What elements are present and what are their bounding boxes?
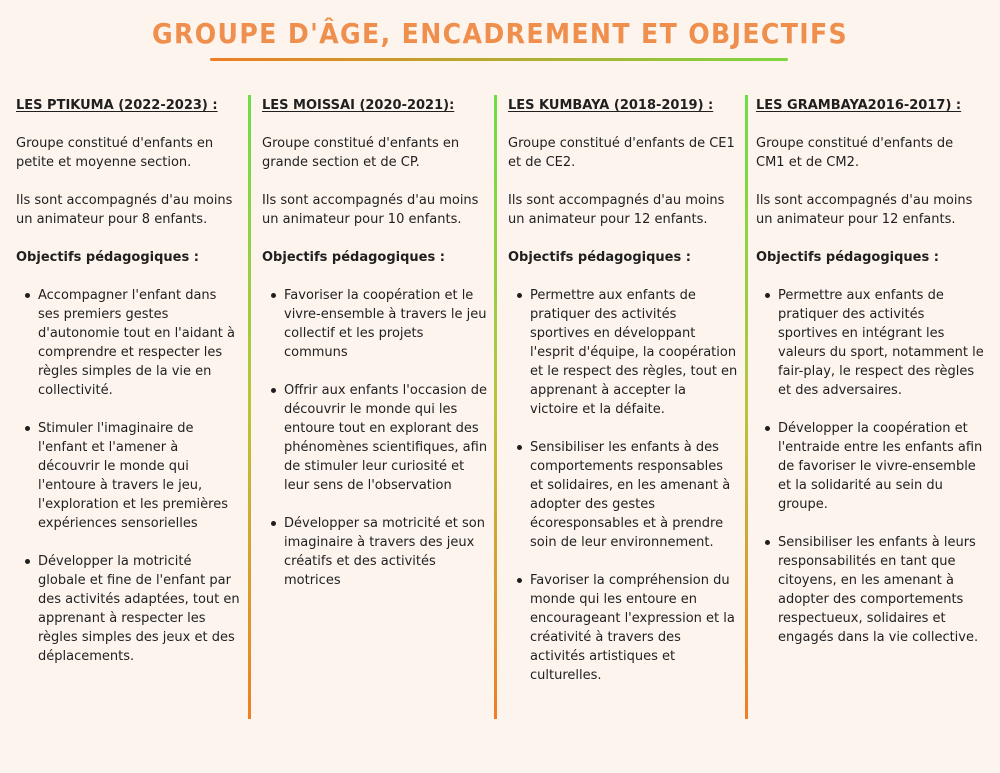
ratio-description: Ils sont accompagnés d'au moins un animateur pour 12 enfants.: [508, 193, 725, 227]
objective-item: Développer la coopération et l'entraide entre les enfants afin de favoriser le vivre-ensemble et la solidarité au sein du groupe.: [756, 419, 984, 514]
objectives-list: [756, 286, 984, 647]
objective-item: Permettre aux enfants de pratiquer des activités sportives en développant l'esprit d'équipe, la coopération et le respect des règles, tout en apprenant à accepter la victoire et la défaite.: [508, 286, 738, 419]
objectives-heading: Objectifs pédagogiques :: [262, 250, 445, 265]
objectives-heading: Objectifs pédagogiques :: [16, 250, 199, 265]
group-description: Groupe constitué d'enfants en petite et moyenne section.: [16, 136, 214, 170]
page-title: GROUPE D'ÂGE, ENCADREMENT ET OBJECTIFS: [151, 17, 849, 50]
objective-item: Développer la motricité globale et fine de l'enfant par des activités adaptées, tout en apprenant à respecter les règles simples des jeux et des déplacements.: [16, 552, 240, 666]
objective-item: Offrir aux enfants l'occasion de découvrir le monde qui les entoure tout en explorant des phénomènes scientifiques, afin de stimuler leur curiosité et leur sens de l'observation: [262, 381, 488, 495]
column-moissai: [262, 96, 488, 609]
column-title: LES KUMBAYA (2018-2019) :: [508, 98, 714, 113]
column-divider: [745, 95, 748, 719]
group-description: Groupe constitué d'enfants de CE1 et de CE2.: [508, 136, 735, 170]
objectives-list: [508, 286, 738, 685]
objective-item: Accompagner l'enfant dans ses premiers gestes d'autonomie tout en l'aidant à comprendre et respecter les règles simples de la vie en collectivité.: [16, 286, 240, 400]
title-underline: [210, 58, 788, 61]
objective-item: Stimuler l'imaginaire de l'enfant et l'amener à découvrir le monde qui l'entoure à travers le jeu, l'exploration et les premières expériences sensorielles: [16, 419, 240, 533]
group-description: Groupe constitué d'enfants de CM1 et de CM2.: [756, 136, 954, 170]
column-divider: [248, 95, 251, 719]
objective-item: Sensibiliser les enfants à leurs responsabilités en tant que citoyens, en les amenant à adopter des comportements respectueux, solidaires et engagés dans la vie collective.: [756, 533, 984, 647]
objective-item: Sensibiliser les enfants à des comportements responsables et solidaires, en les amenant à adopter des gestes écoresponsables et à prendre soin de leur environnement.: [508, 438, 738, 552]
objectives-heading: Objectifs pédagogiques :: [508, 250, 691, 265]
ratio-description: Ils sont accompagnés d'au moins un animateur pour 8 enfants.: [16, 193, 233, 227]
column-title: LES MOISSAI (2020-2021):: [262, 98, 455, 113]
objectives-heading: Objectifs pédagogiques :: [756, 250, 939, 265]
column-kumbaya: [508, 96, 738, 704]
objectives-list: [16, 286, 240, 666]
objectives-list: [262, 286, 488, 590]
objective-item: Développer sa motricité et son imaginaire à travers des jeux créatifs et des activités motrices: [262, 514, 488, 590]
objective-item: Favoriser la coopération et le vivre-ensemble à travers le jeu collectif et les projets communs: [262, 286, 488, 362]
column-grambaya: [756, 96, 984, 666]
column-ptikuma: [16, 96, 240, 685]
group-description: Groupe constitué d'enfants en grande section et de CP.: [262, 136, 460, 170]
column-title: LES GRAMBAYA2016-2017) :: [756, 98, 962, 113]
column-divider: [494, 95, 497, 719]
objective-item: Favoriser la compréhension du monde qui les entoure en encourageant l'expression et la créativité à travers des activités artistiques et culturelles.: [508, 571, 738, 685]
objective-item: Permettre aux enfants de pratiquer des activités sportives en intégrant les valeurs du sport, notamment le fair-play, le respect des règles et des adversaires.: [756, 286, 984, 400]
ratio-description: Ils sont accompagnés d'au moins un animateur pour 10 enfants.: [262, 193, 479, 227]
column-title: LES PTIKUMA (2022-2023) :: [16, 98, 218, 113]
ratio-description: Ils sont accompagnés d'au moins un animateur pour 12 enfants.: [756, 193, 973, 227]
